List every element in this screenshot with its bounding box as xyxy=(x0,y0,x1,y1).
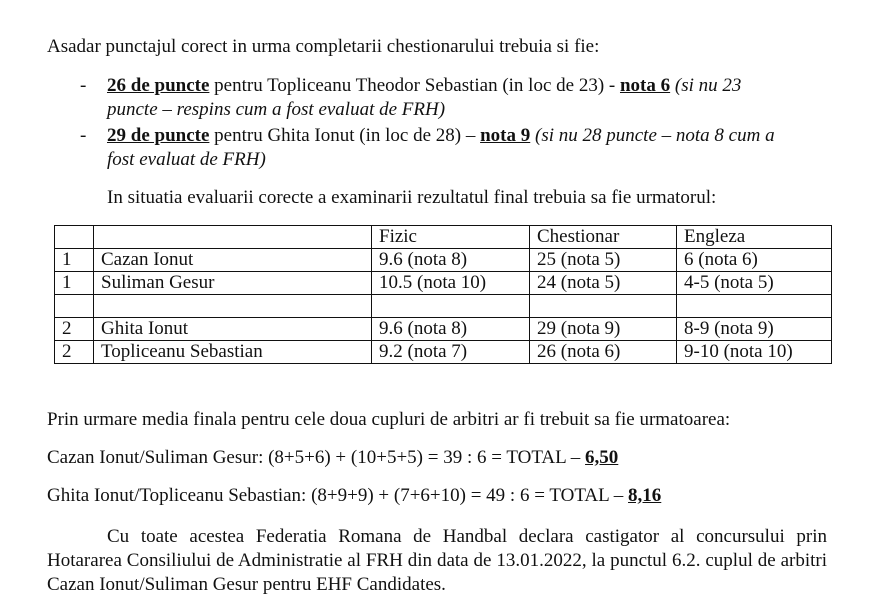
intro-text: Asadar punctajul corect in urma completarii chestionarului trebuia si fie: xyxy=(47,36,600,57)
table-cell: 9.6 (nota 8) xyxy=(372,318,530,341)
bullet-1-line-1 xyxy=(107,74,741,98)
bullet-2-text: pentru Ghita Ionut (in loc de 28) – xyxy=(209,125,481,146)
table-row xyxy=(55,341,832,364)
table-cell: 8-9 (nota 9) xyxy=(677,318,832,341)
calc-1-text: Cazan Ionut/Suliman Gesur: (8+5+6) + (10+5+5) = 39 : 6 = TOTAL – xyxy=(47,447,586,468)
calc-1-total: 6,50 xyxy=(585,447,619,468)
bullet-2-note: (si nu 28 puncte – nota 8 cum a xyxy=(530,125,775,146)
table-row xyxy=(55,318,832,341)
calc-line-2 xyxy=(47,484,661,508)
bullet-dash: - xyxy=(80,125,87,146)
table-cell: 6 (nota 6) xyxy=(677,249,832,272)
table-cell: 2 xyxy=(55,318,94,341)
results-table xyxy=(54,225,832,364)
bullet-1-note: (si nu 23 xyxy=(670,75,742,96)
bullet-2-line-1 xyxy=(107,124,775,148)
bullet-2-grade: nota 9 xyxy=(480,125,531,146)
calc-line-1 xyxy=(47,446,618,470)
table-cell: 24 (nota 5) xyxy=(530,272,677,295)
table-cell xyxy=(55,295,94,318)
table-cell: Cazan Ionut xyxy=(94,249,372,272)
table-row xyxy=(55,272,832,295)
bullet-1-line-2: puncte – respins cum a fost evaluat de FRH) xyxy=(107,99,446,120)
calc-2-total: 8,16 xyxy=(628,485,662,506)
table-cell: 29 (nota 9) xyxy=(530,318,677,341)
conclusion-text: Prin urmare media finala pentru cele doua cupluri de arbitri ar fi trebuit sa fie urmatoarea: xyxy=(47,409,731,430)
table-cell: 10.5 (nota 10) xyxy=(372,272,530,295)
table-cell: Ghita Ionut xyxy=(94,318,372,341)
table-cell: Topliceanu Sebastian xyxy=(94,341,372,364)
situation-text: In situatia evaluarii corecte a examinarii rezultatul final trebuia sa fie urmatorul: xyxy=(107,187,717,208)
column-header-chestionar: Chestionar xyxy=(530,226,677,249)
table-cell: 9.2 (nota 7) xyxy=(372,341,530,364)
table-cell xyxy=(530,295,677,318)
table-cell: 9.6 (nota 8) xyxy=(372,249,530,272)
final-paragraph: Cu toate acestea Federatia Romana de Handbal declara castigator al concursului prin Hotararea Consiliului de Administratie al FRH din data de 13.01.2022, la punctul 6.2. cuplul de arbitri Cazan Ionut/Suliman Gesur pentru EHF Candidates. xyxy=(47,526,827,595)
bullet-dash: - xyxy=(80,75,87,96)
table-cell xyxy=(677,295,832,318)
table-cell: 1 xyxy=(55,272,94,295)
bullet-2-line-2: fost evaluat de FRH) xyxy=(107,149,266,170)
bullet-2-points: 29 de puncte xyxy=(107,125,210,146)
bullet-1-text: pentru Topliceanu Theodor Sebastian (in loc de 23) - xyxy=(209,75,620,96)
table-cell: 4-5 (nota 5) xyxy=(677,272,832,295)
table-cell: 25 (nota 5) xyxy=(530,249,677,272)
table-cell: 1 xyxy=(55,249,94,272)
table-row-empty xyxy=(55,295,832,318)
table-cell xyxy=(55,226,94,249)
column-header-engleza: Engleza xyxy=(677,226,832,249)
table-cell xyxy=(94,226,372,249)
table-row xyxy=(55,249,832,272)
table-cell xyxy=(94,295,372,318)
bullet-1-points: 26 de puncte xyxy=(107,75,210,96)
table-header-row xyxy=(55,226,832,249)
table-cell: 26 (nota 6) xyxy=(530,341,677,364)
bullet-1-grade: nota 6 xyxy=(619,75,671,96)
table-cell: Suliman Gesur xyxy=(94,272,372,295)
table-cell: 9-10 (nota 10) xyxy=(677,341,832,364)
table-cell: 2 xyxy=(55,341,94,364)
calc-2-text: Ghita Ionut/Topliceanu Sebastian: (8+9+9) + (7+6+10) = 49 : 6 = TOTAL – xyxy=(47,485,629,506)
table-cell xyxy=(372,295,530,318)
column-header-fizic: Fizic xyxy=(372,226,530,249)
